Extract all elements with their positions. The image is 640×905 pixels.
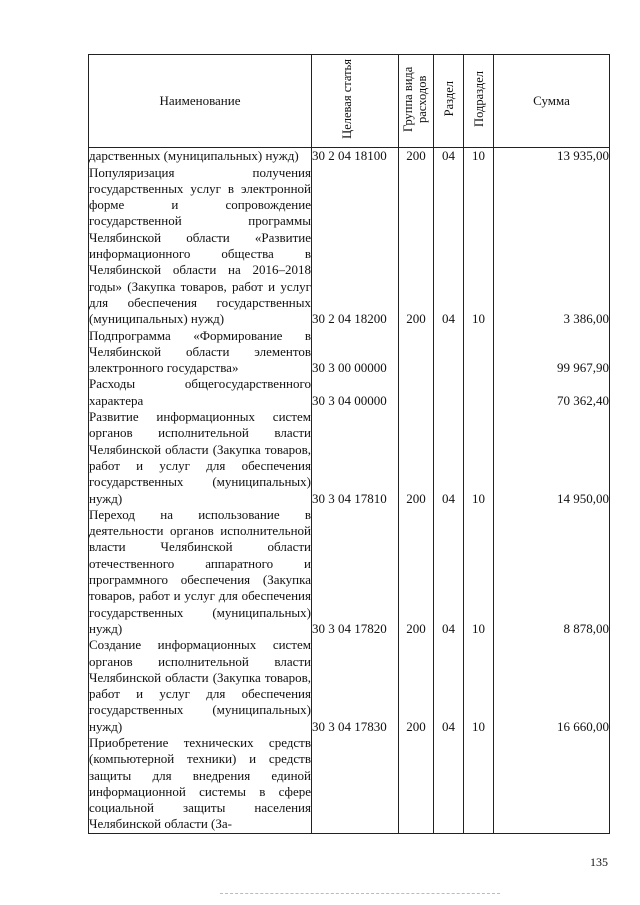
scan-edge-divider xyxy=(220,893,500,894)
row-sum xyxy=(494,735,610,833)
page-number: 135 xyxy=(590,855,608,869)
row-subsection: 10 xyxy=(464,409,494,507)
row-group xyxy=(399,376,434,409)
row-sum: 70 362,40 xyxy=(494,376,610,409)
row-name: Создание информационных систем органов исполнительной власти Челябинской области (Закупка товаров, работ и услуг для обеспечения государственных (муниципальных) нужд) xyxy=(89,637,311,734)
row-subsection xyxy=(464,376,494,409)
row-section: 04 xyxy=(434,637,464,735)
row-section xyxy=(434,376,464,409)
row-group xyxy=(399,328,434,377)
row-name: Популяризация получения государственных услуг в электронной форме и сопровождение государственной программы Челябинской области «Развитие информационного общества в Челябинской области на 2016–2018 годы» (Закупка товаров, работ и услуг для обеспечения государственных (муниципальных) нужд) xyxy=(89,164,311,327)
row-target: 30 3 04 17810 xyxy=(312,409,399,507)
table-row xyxy=(89,328,610,377)
row-target: 30 2 04 18200 xyxy=(312,165,399,328)
row-target: 30 3 04 17830 xyxy=(312,637,399,735)
row-group: 200 xyxy=(399,507,434,637)
table-row xyxy=(89,735,610,833)
row-name: Расходы общегосударственного характера xyxy=(89,376,311,408)
row-target xyxy=(312,735,399,833)
header-group: Группа вида расходов xyxy=(399,55,434,148)
row-sum: 3 386,00 xyxy=(494,165,610,328)
row-target: 30 3 04 00000 xyxy=(312,376,399,409)
row-group: 200 xyxy=(399,637,434,735)
row-sum: 13 935,00 xyxy=(494,148,610,165)
row-target: 30 3 00 00000 xyxy=(312,328,399,377)
row-name: Развитие информационных систем органов исполнительной власти Челябинской области (Закупка товаров, работ и услуг для обеспечения государственных (муниципальных) нужд) xyxy=(89,409,311,506)
row-sum: 14 950,00 xyxy=(494,409,610,507)
table-row xyxy=(89,409,610,507)
row-sum: 99 967,90 xyxy=(494,328,610,377)
budget-table xyxy=(88,54,610,834)
row-subsection: 10 xyxy=(464,507,494,637)
row-section: 04 xyxy=(434,409,464,507)
row-target: 30 3 04 17820 xyxy=(312,507,399,637)
row-subsection: 10 xyxy=(464,148,494,165)
header-subsection: Подраздел xyxy=(464,55,494,148)
header-section: Раздел xyxy=(434,55,464,148)
table-row xyxy=(89,637,610,735)
header-sum: Сумма xyxy=(494,55,610,148)
row-group xyxy=(399,735,434,833)
row-subsection xyxy=(464,735,494,833)
row-section xyxy=(434,735,464,833)
table-row xyxy=(89,148,610,165)
row-sum: 8 878,00 xyxy=(494,507,610,637)
table-row xyxy=(89,376,610,409)
header-target: Целевая статья xyxy=(312,55,399,148)
row-subsection: 10 xyxy=(464,165,494,328)
row-subsection: 10 xyxy=(464,637,494,735)
table-header-row xyxy=(89,55,610,148)
row-section: 04 xyxy=(434,165,464,328)
row-subsection xyxy=(464,328,494,377)
row-target: 30 2 04 18100 xyxy=(312,148,399,165)
row-name: дарственных (муниципальных) нужд) xyxy=(89,148,312,165)
table-row xyxy=(89,507,610,637)
row-section: 04 xyxy=(434,148,464,165)
row-section xyxy=(434,328,464,377)
row-name: Подпрограмма «Формирование в Челябинской области элементов электронного государства» xyxy=(89,327,311,376)
table-row xyxy=(89,165,610,328)
row-sum: 16 660,00 xyxy=(494,637,610,735)
row-group: 200 xyxy=(399,148,434,165)
row-name: Приобретение технических средств (компьютерной техники) и средств защиты для внедрения единой информационной системы в сфере социальной защиты населения Челябинской области (За- xyxy=(89,734,311,832)
header-name: Наименование xyxy=(89,55,312,148)
row-group: 200 xyxy=(399,165,434,328)
row-group: 200 xyxy=(399,409,434,507)
row-name: Переход на использование в деятельности органов исполнительной власти Челябинской области отечественного аппаратного и программного обеспечения (Закупка товаров, работ и услуг для обеспечения государственных (муниципальных) нужд) xyxy=(89,506,311,636)
row-section: 04 xyxy=(434,507,464,637)
